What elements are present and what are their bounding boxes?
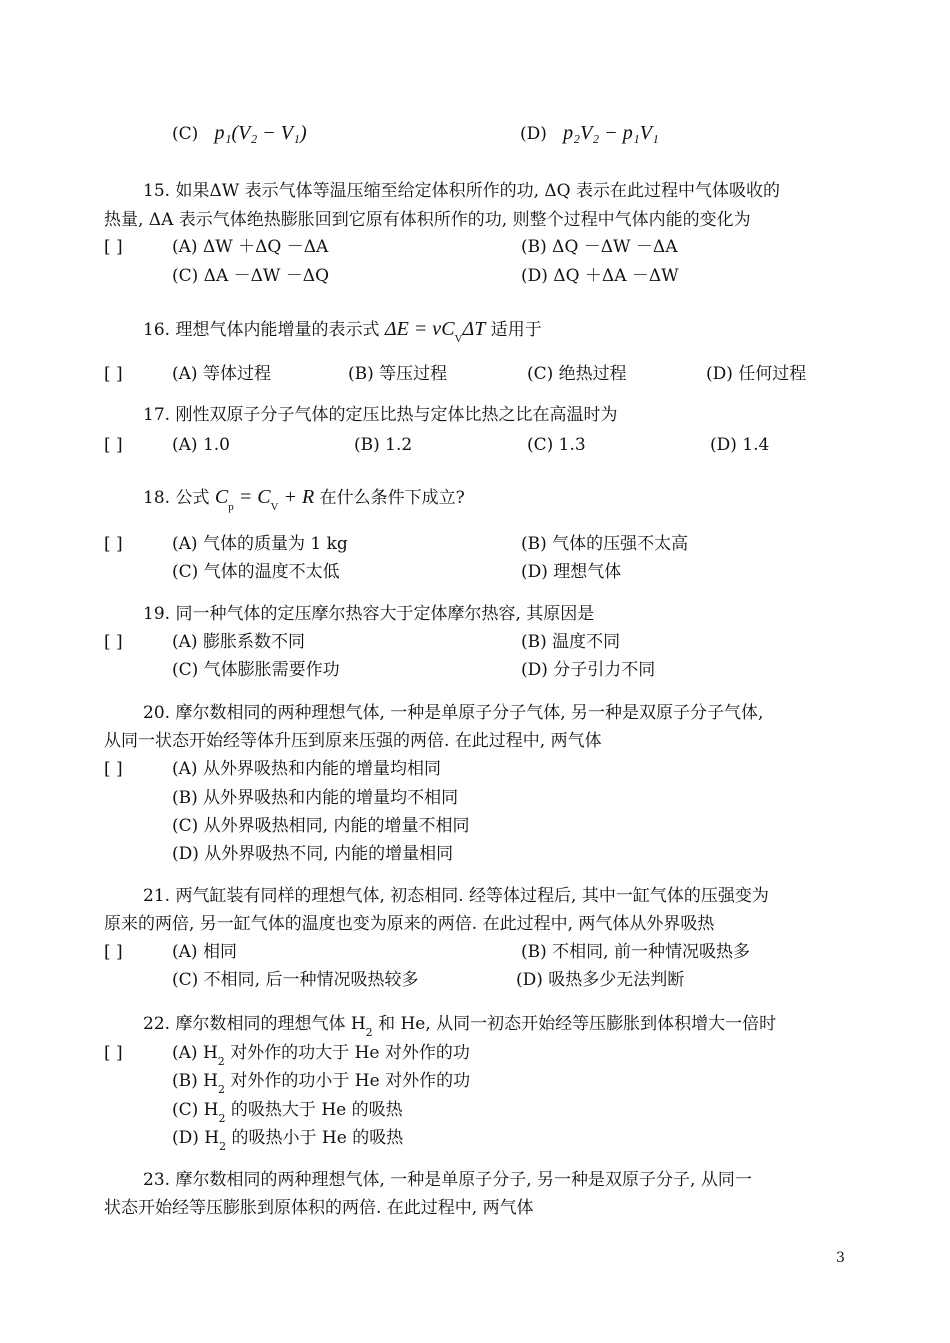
q19-option-b: (B) 温度不同	[521, 632, 621, 652]
q18-formula-cp: C	[214, 486, 229, 508]
q22-stem	[143, 1013, 776, 1037]
q16-option-a: (A) 等体过程	[172, 364, 271, 384]
q23-stem-line1: 23. 摩尔数相同的两种理想气体, 一种是单原子分子, 另一种是双原子分子, 从同一	[143, 1170, 752, 1190]
page-number: 3	[836, 1250, 845, 1266]
q22-stem-text: 22. 摩尔数相同的理想气体 H	[143, 1014, 366, 1034]
q18-formula-sub-p: p	[228, 501, 234, 513]
q22-option-b-text: 对外作的功小于 He 对外作的功	[230, 1071, 471, 1091]
q22-stem-tail: 和 He, 从同一初态开始经等压膨胀到体积增大一倍时	[378, 1014, 777, 1034]
q23-stem-line2: 状态开始经等压膨胀到原体积的两倍. 在此过程中, 两气体	[104, 1198, 534, 1218]
q14-option-c-label: (C)	[172, 124, 199, 144]
q15-option-d: (D) ΔQ ＋ΔA －ΔW	[521, 266, 679, 286]
q16-answer-bracket: [ ]	[104, 364, 123, 384]
q20-answer-bracket: [ ]	[104, 759, 123, 779]
q19-option-d: (D) 分子引力不同	[521, 660, 656, 680]
q21-stem-line1: 21. 两气缸装有同样的理想气体, 初态相同. 经等体过程后, 其中一缸气体的压强变为	[143, 886, 769, 906]
q22-option-c-text: 的吸热大于 He 的吸热	[230, 1100, 403, 1120]
q15-stem-line2: 热量, ΔA 表示气体绝热膨胀回到它原有体积所作的功, 则整个过程中气体内能的变化为	[104, 210, 751, 230]
q22-option-b-label: (B) H	[172, 1071, 218, 1091]
q17-option-c: (C) 1.3	[527, 435, 586, 455]
q22-option-a-subscript: 2	[217, 1055, 225, 1068]
q18-formula-cv: = C	[233, 486, 271, 508]
q17-answer-bracket: [ ]	[104, 435, 123, 455]
q16-stem-text: 16. 理想气体内能增量的表示式	[143, 320, 380, 340]
q14-option-d-label: (D)	[520, 124, 547, 144]
q17-stem: 17. 刚性双原子分子气体的定压比热与定体比热之比在高温时为	[143, 405, 618, 425]
q16-option-b: (B) 等压过程	[348, 364, 448, 384]
q17-option-d: (D) 1.4	[710, 435, 770, 455]
q16-option-d: (D) 任何过程	[706, 364, 807, 384]
q21-option-a: (A) 相同	[172, 942, 237, 962]
q21-answer-bracket: [ ]	[104, 942, 123, 962]
q18-option-a: (A) 气体的质量为 1 kg	[172, 534, 348, 554]
q20-option-a: (A) 从外界吸热和内能的增量均相同	[172, 759, 441, 779]
q22-option-c	[172, 1099, 403, 1123]
q16-formula: ΔE = νC	[384, 318, 455, 340]
q22-option-b	[172, 1070, 470, 1094]
q22-stem-subscript: 2	[365, 1026, 373, 1039]
q22-option-d-text: 的吸热小于 He 的吸热	[231, 1128, 404, 1148]
q22-answer-bracket: [ ]	[104, 1043, 123, 1063]
q16-option-c: (C) 绝热过程	[527, 364, 627, 384]
q18-formula-r: + R	[278, 486, 315, 508]
q18-stem-tail: 在什么条件下成立?	[319, 488, 465, 508]
q22-option-c-label: (C) H	[172, 1100, 219, 1120]
q18-option-b: (B) 气体的压强不太高	[521, 534, 689, 554]
q20-stem-line1: 20. 摩尔数相同的两种理想气体, 一种是单原子分子气体, 另一种是双原子分子气体,	[143, 703, 764, 723]
q19-stem: 19. 同一种气体的定压摩尔热容大于定体摩尔热容, 其原因是	[143, 604, 595, 624]
q17-option-b: (B) 1.2	[354, 435, 413, 455]
q16-formula-subscript: V	[454, 333, 463, 345]
q14-option-d	[520, 122, 659, 145]
q22-option-c-subscript: 2	[218, 1112, 226, 1125]
q21-option-d: (D) 吸热多少无法判断	[516, 970, 685, 990]
q18-answer-bracket: [ ]	[104, 534, 123, 554]
q15-answer-bracket: [ ]	[104, 237, 123, 257]
q14-option-d-expr: p₂V₂ − p₁V₁	[563, 122, 659, 144]
q22-option-a-label: (A) H	[172, 1043, 218, 1063]
q18-stem-text: 18. 公式	[143, 488, 210, 508]
q18-stem	[143, 486, 465, 511]
q20-option-d: (D) 从外界吸热不同, 内能的增量相同	[172, 844, 454, 864]
q19-option-a: (A) 膨胀系数不同	[172, 632, 305, 652]
q19-option-c: (C) 气体膨胀需要作功	[172, 660, 340, 680]
q15-option-c: (C) ΔA －ΔW －ΔQ	[172, 266, 330, 286]
q21-option-b: (B) 不相同, 前一种情况吸热多	[521, 942, 750, 962]
q21-option-c: (C) 不相同, 后一种情况吸热较多	[172, 970, 419, 990]
q20-option-c: (C) 从外界吸热相同, 内能的增量不相同	[172, 816, 470, 836]
q20-stem-line2: 从同一状态开始经等体升压到原来压强的两倍. 在此过程中, 两气体	[104, 731, 602, 751]
q19-answer-bracket: [ ]	[104, 632, 123, 652]
q21-stem-line2: 原来的两倍, 另一缸气体的温度也变为原来的两倍. 在此过程中, 两气体从外界吸热	[104, 914, 715, 934]
q16-stem-tail: 适用于	[490, 320, 542, 340]
q17-option-a: (A) 1.0	[172, 435, 230, 455]
q22-option-d-label: (D) H	[172, 1128, 220, 1148]
q22-option-d	[172, 1127, 403, 1151]
q15-option-b: (B) ΔQ －ΔW －ΔA	[521, 237, 678, 257]
q22-option-b-subscript: 2	[218, 1083, 225, 1096]
q18-option-d: (D) 理想气体	[521, 562, 622, 582]
q22-option-d-subscript: 2	[219, 1140, 227, 1153]
q16-stem	[143, 318, 542, 343]
q16-formula-delta-t: ΔT	[462, 318, 486, 340]
q15-stem-line1: 15. 如果ΔW 表示气体等温压缩至给定体积所作的功, ΔQ 表示在此过程中气体吸收的	[143, 181, 781, 201]
q15-option-a: (A) ΔW ＋ΔQ －ΔA	[172, 237, 329, 257]
q14-option-c	[172, 122, 307, 145]
q20-option-b: (B) 从外界吸热和内能的增量均不相同	[172, 788, 459, 808]
q22-option-a	[172, 1042, 470, 1066]
q18-option-c: (C) 气体的温度不太低	[172, 562, 340, 582]
q22-option-a-text: 对外作的功大于 He 对外作的功	[230, 1043, 470, 1063]
q18-formula-sub-v: V	[270, 501, 279, 513]
q14-option-c-expr: p₁(V₂ − V₁)	[214, 122, 307, 144]
